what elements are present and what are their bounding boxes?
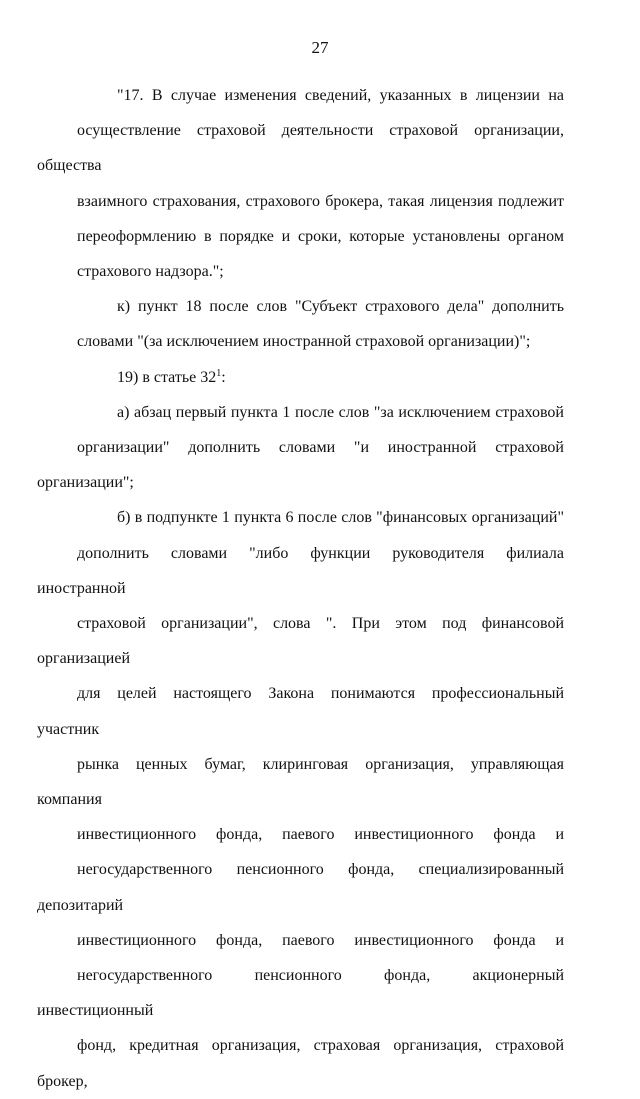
text-line: "17. В случае изменения сведений, указанных в лицензии на [117,87,564,104]
document-body [37,78,564,1099]
paragraph-b [37,500,564,1098]
text-line: к) пункт 18 после слов "Субъект страхового дела" дополнить [117,298,564,316]
text-line: 19) в статье 32 [117,368,217,386]
paragraph-k [77,289,564,359]
text-line: фонд, кредитная организация, страховая организация, страховой брокер, [37,1037,564,1090]
paragraph-a [37,395,564,501]
text-line: организации" дополнить словами "и иностранной страховой организации"; [37,439,564,492]
paragraph-19 [77,360,564,395]
text-line: негосударственного пенсионного фонда, акционерный инвестиционный [37,967,564,1020]
text-line: страхового надзора."; [77,263,224,281]
text-line: осуществление страховой деятельности страховой организации, общества [37,122,564,175]
text-line: : [221,368,226,386]
superscript: 1 [216,367,222,379]
text-line: для целей настоящего Закона понимаются профессиональный участник [37,685,564,738]
text-line: страховой организации", слова ". При этом под финансовой организацией [37,615,564,668]
text-line: дополнить словами "либо функции руководителя филиала иностранной [37,544,564,597]
text-line: б) в подпункте 1 пункта 6 после слов "финансовых организаций" [117,509,564,527]
text-line: словами "(за исключением иностранной страховой организации)"; [77,333,531,351]
page-number: 27 [311,38,329,57]
text-line: негосударственного пенсионного фонда, специализированный депозитарий [37,861,564,914]
text-line: инвестиционного фонда, паевого инвестиционного фонда и [77,826,564,844]
text-line: инвестиционного фонда, паевого инвестиционного фонда и [77,931,564,949]
paragraph-17-quote [37,78,564,289]
text-line: рынка ценных бумаг, клиринговая организация, управляющая компания [37,755,564,809]
text-line: а) абзац первый пункта 1 после слов "за исключением страховой [117,403,564,421]
text-line: взаимного страхования, страхового брокера, такая лицензия подлежит [77,192,564,210]
text-line: переоформлению в порядке и сроки, которые установлены органом [77,227,564,245]
